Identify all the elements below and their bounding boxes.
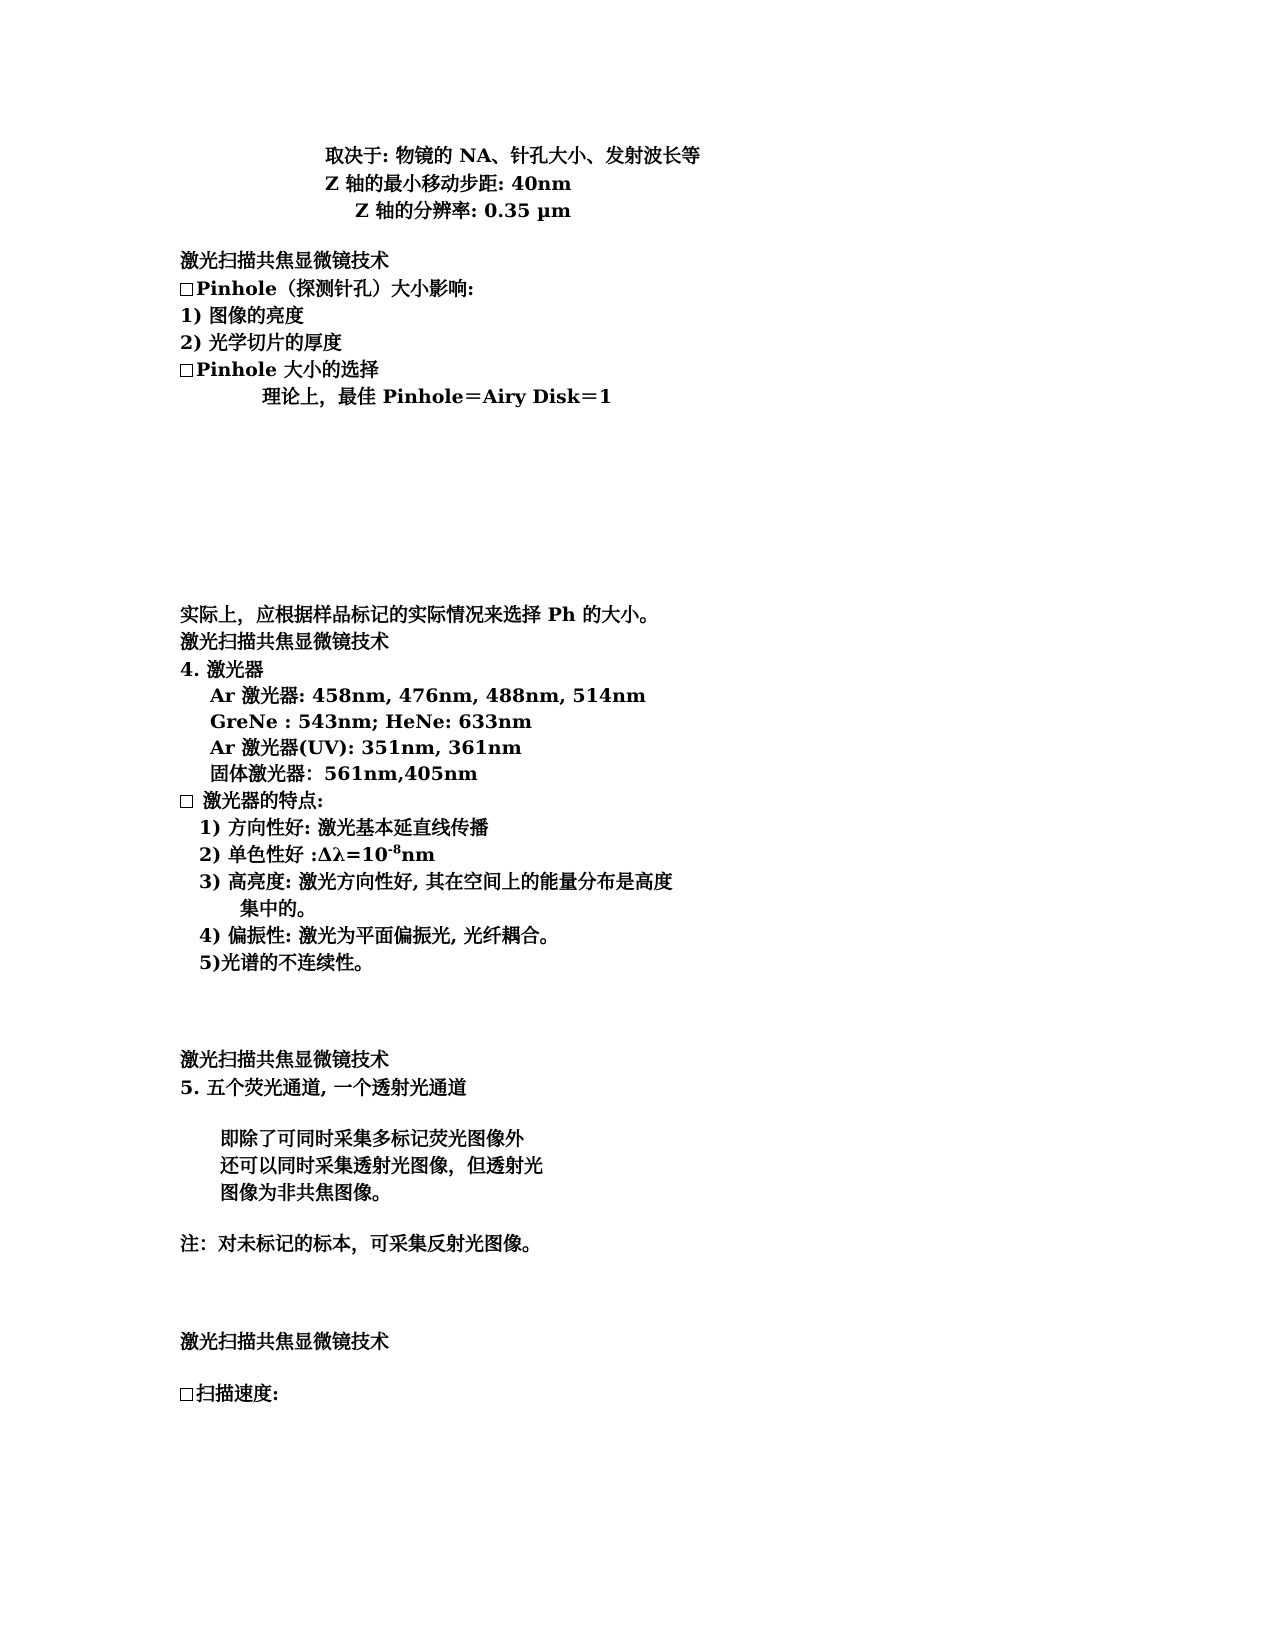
depends-line: 取决于: 物镜的 NA、针孔大小、发射波长等 <box>325 145 701 167</box>
list-item: 2) 单色性好 $:\Delta\lambda=10^{-8}nm$ <box>199 842 436 866</box>
channels-title: 5. 五个荧光通道, 一个透射光通道 <box>180 1077 467 1099</box>
list-item: 5)光谱的不连续性。 <box>199 952 374 974</box>
practice-line: 实际上，应根据样品标记的实际情况来选择 Ph 的大小。 <box>180 604 659 626</box>
list-item: 3) 高亮度: 激光方向性好, 其在空间上的能量分布是高度 <box>199 871 673 893</box>
list-item-continuation: 集中的。 <box>240 898 317 920</box>
note-line: 注：对未标记的标本，可采集反射光图像。 <box>180 1233 542 1255</box>
paragraph-line: 即除了可同时采集多标记荧光图像外 <box>220 1128 525 1150</box>
checkbox-bullet-icon <box>180 364 193 377</box>
list-item: 1) 方向性好: 激光基本延直线传播 <box>199 817 489 839</box>
checkbox-bullet-icon <box>180 1388 193 1401</box>
checkbox-bullet-icon <box>180 795 193 808</box>
list-item: 1) 图像的亮度 <box>180 305 304 327</box>
laser-title: 4. 激光器 <box>180 659 264 681</box>
z-step-line: Z 轴的最小移动步距: 40nm <box>325 173 572 195</box>
features-title: 激光器的特点: <box>180 789 324 813</box>
list-item: 4) 偏振性: 激光为平面偏振光, 光纤耦合。 <box>199 925 559 947</box>
paragraph-line: 还可以同时采集透射光图像，但透射光 <box>220 1155 544 1177</box>
laser-solid-line: 固体激光器：561nm,405nm <box>210 763 478 785</box>
section-heading: 激光扫描共焦显微镜技术 <box>180 1331 390 1353</box>
section-heading: 激光扫描共焦显微镜技术 <box>180 1049 390 1071</box>
paragraph-line: 图像为非共焦图像。 <box>220 1182 392 1204</box>
scan-speed-line: 扫描速度: <box>180 1382 279 1406</box>
list-item: 2) 光学切片的厚度 <box>180 332 342 354</box>
checkbox-bullet-icon <box>180 283 193 296</box>
section-heading: 激光扫描共焦显微镜技术 <box>180 631 390 653</box>
laser-ar-line: Ar 激光器: 458nm, 476nm, 488nm, 514nm <box>210 685 646 707</box>
pinhole-choice-line: Pinhole 大小的选择 <box>180 358 379 382</box>
pinhole-effect-line: Pinhole（探测针孔）大小影响: <box>180 277 474 301</box>
z-resolution-line: Z 轴的分辨率: 0.35 µm <box>355 200 572 222</box>
theory-line: 理论上，最佳 Pinhole＝Airy Disk＝1 <box>262 386 613 408</box>
laser-grene-line: GreNe : 543nm; HeNe: 633nm <box>210 711 532 733</box>
laser-ar-uv-line: Ar 激光器(UV): 351nm, 361nm <box>210 737 522 759</box>
section-heading: 激光扫描共焦显微镜技术 <box>180 250 390 272</box>
